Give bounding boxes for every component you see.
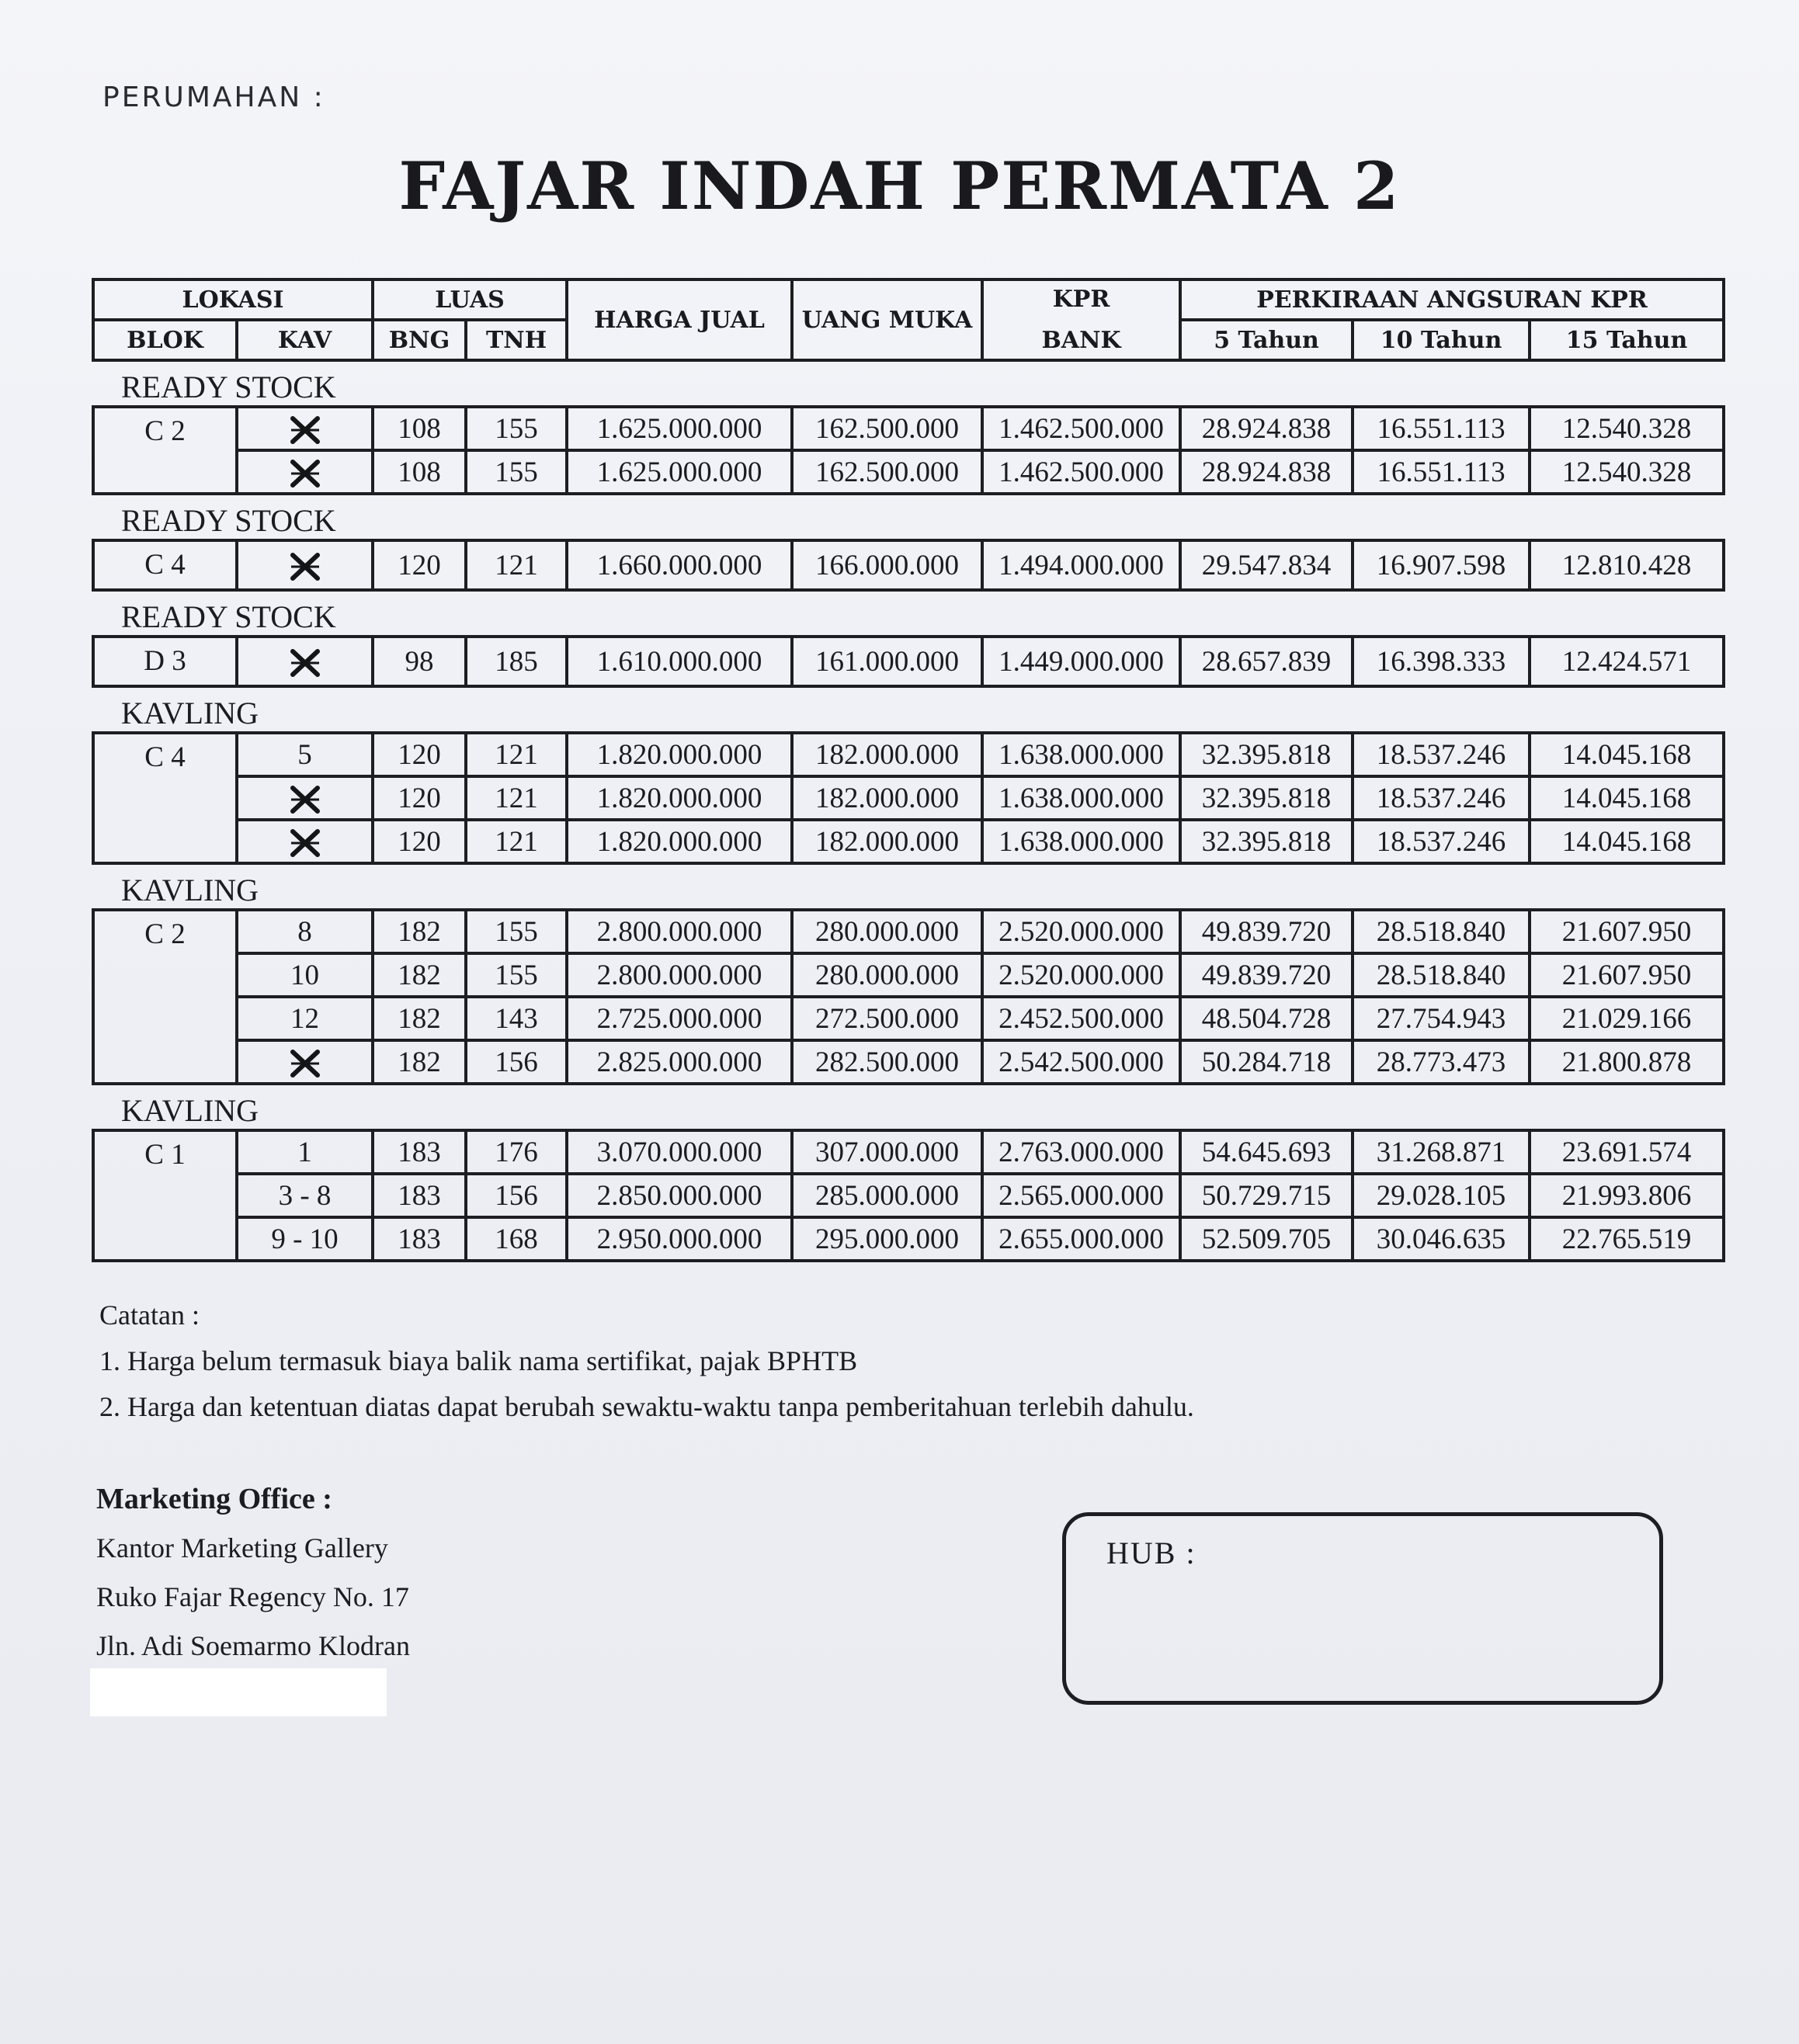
tnh-cell: 185 (466, 637, 567, 686)
bng-cell: 120 (373, 776, 466, 820)
bng-header: BNG (373, 320, 466, 360)
table-row (93, 733, 1724, 776)
table-row (93, 1217, 1724, 1261)
kav-cell (237, 637, 373, 686)
section-row (93, 494, 1724, 540)
table-row (93, 1040, 1724, 1084)
t5-cell: 32.395.818 (1180, 776, 1353, 820)
kpr-cell: 1.449.000.000 (982, 637, 1180, 686)
kpr-cell: 1.462.500.000 (982, 407, 1180, 450)
harga-cell: 1.820.000.000 (567, 776, 792, 820)
harga-cell: 2.850.000.000 (567, 1174, 792, 1217)
t5-cell: 50.284.718 (1180, 1040, 1353, 1084)
luas-header: LUAS (373, 279, 567, 320)
t15-cell: 21.993.806 (1530, 1174, 1724, 1217)
marketing-office-block (96, 1475, 410, 1671)
t15-cell: 21.607.950 (1530, 910, 1724, 953)
t10-cell: 30.046.635 (1353, 1217, 1530, 1261)
bng-cell: 120 (373, 733, 466, 776)
harga-cell: 2.725.000.000 (567, 997, 792, 1040)
uang-muka-cell: 182.000.000 (792, 820, 982, 863)
document-title: FAJAR INDAH PERMATA 2 (398, 147, 1401, 224)
t10-cell: 16.551.113 (1353, 407, 1530, 450)
section-label: KAVLING (121, 1093, 259, 1128)
t15-cell: 14.045.168 (1530, 733, 1724, 776)
tnh-cell: 155 (466, 407, 567, 450)
t15-cell: 14.045.168 (1530, 776, 1724, 820)
tnh-cell: 176 (466, 1130, 567, 1174)
tenor-15-header: 15 Tahun (1530, 320, 1724, 360)
harga-cell: 2.825.000.000 (567, 1040, 792, 1084)
office-line: Ruko Fajar Regency No. 17 (96, 1581, 409, 1612)
notes-block (99, 1293, 1194, 1430)
kav-cell: 1 (237, 1130, 373, 1174)
angsuran-header: PERKIRAAN ANGSURAN KPR (1180, 279, 1724, 320)
t15-cell: 14.045.168 (1530, 820, 1724, 863)
blok-cell: C 4 (93, 733, 237, 863)
kav-cell: 12 (237, 997, 373, 1040)
table-row (93, 450, 1724, 494)
t10-cell: 18.537.246 (1353, 820, 1530, 863)
tnh-header: TNH (466, 320, 567, 360)
redaction-box (90, 1668, 387, 1716)
t15-cell: 21.029.166 (1530, 997, 1724, 1040)
t15-cell: 12.540.328 (1530, 450, 1724, 494)
uang-muka-cell: 162.500.000 (792, 407, 982, 450)
kpr-cell: 1.494.000.000 (982, 540, 1180, 590)
uang-muka-cell: 295.000.000 (792, 1217, 982, 1261)
section-label: KAVLING (121, 873, 259, 907)
tnh-cell: 155 (466, 910, 567, 953)
kpr-cell: 1.638.000.000 (982, 776, 1180, 820)
uang-muka-cell: 182.000.000 (792, 776, 982, 820)
bng-cell: 98 (373, 637, 466, 686)
uang-muka-cell: 272.500.000 (792, 997, 982, 1040)
uang-muka-cell: 307.000.000 (792, 1130, 982, 1174)
hub-contact-box (1062, 1512, 1663, 1705)
uang-muka-cell: 280.000.000 (792, 910, 982, 953)
sold-cross-icon (287, 415, 324, 446)
price-table-body (93, 360, 1724, 1261)
section-label: READY STOCK (121, 503, 336, 538)
kav-cell: 5 (237, 733, 373, 776)
kav-cell: 3 - 8 (237, 1174, 373, 1217)
bng-cell: 182 (373, 910, 466, 953)
t5-cell: 49.839.720 (1180, 953, 1353, 997)
t5-cell: 52.509.705 (1180, 1217, 1353, 1261)
lokasi-header: LOKASI (93, 279, 373, 320)
tnh-cell: 156 (466, 1174, 567, 1217)
t10-cell: 31.268.871 (1353, 1130, 1530, 1174)
table-row (93, 820, 1724, 863)
t5-cell: 28.657.839 (1180, 637, 1353, 686)
t5-cell: 29.547.834 (1180, 540, 1353, 590)
table-row (93, 997, 1724, 1040)
t5-cell: 28.924.838 (1180, 450, 1353, 494)
t15-cell: 22.765.519 (1530, 1217, 1724, 1261)
bng-cell: 183 (373, 1130, 466, 1174)
tnh-cell: 121 (466, 776, 567, 820)
section-row (93, 863, 1724, 910)
bng-cell: 120 (373, 820, 466, 863)
perumahan-label: PERUMAHAN : (102, 82, 325, 113)
kav-cell: 10 (237, 953, 373, 997)
blok-cell: D 3 (93, 637, 237, 686)
bng-cell: 183 (373, 1174, 466, 1217)
t5-cell: 32.395.818 (1180, 733, 1353, 776)
blok-cell: C 2 (93, 910, 237, 1084)
office-line: Jln. Adi Soemarmo Klodran (96, 1630, 410, 1661)
hub-label: HUB : (1106, 1536, 1196, 1570)
tnh-cell: 156 (466, 1040, 567, 1084)
table-row (93, 540, 1724, 590)
sold-cross-icon (287, 1048, 324, 1079)
price-table-header (93, 279, 1724, 360)
table-row (93, 407, 1724, 450)
kav-cell (237, 1040, 373, 1084)
harga-cell: 1.625.000.000 (567, 407, 792, 450)
t15-cell: 12.540.328 (1530, 407, 1724, 450)
uang-muka-cell: 282.500.000 (792, 1040, 982, 1084)
tnh-cell: 155 (466, 450, 567, 494)
bng-cell: 182 (373, 997, 466, 1040)
bng-cell: 183 (373, 1217, 466, 1261)
bng-cell: 182 (373, 1040, 466, 1084)
sold-cross-icon (287, 647, 324, 678)
harga-header: HARGA JUAL (567, 279, 792, 360)
blok-header: BLOK (93, 320, 237, 360)
bank-header-label: BANK (1041, 327, 1121, 354)
t5-cell: 32.395.818 (1180, 820, 1353, 863)
section-label: READY STOCK (121, 370, 336, 404)
table-row (93, 953, 1724, 997)
blok-cell: C 2 (93, 407, 237, 494)
section-row (93, 1084, 1724, 1130)
sold-cross-icon (287, 551, 324, 582)
harga-cell: 2.800.000.000 (567, 910, 792, 953)
table-row (93, 1174, 1724, 1217)
uang-muka-cell: 162.500.000 (792, 450, 982, 494)
table-row (93, 1130, 1724, 1174)
t10-cell: 27.754.943 (1353, 997, 1530, 1040)
notes-heading: Catatan : (99, 1300, 200, 1331)
t5-cell: 54.645.693 (1180, 1130, 1353, 1174)
price-table (92, 278, 1725, 1262)
blok-cell: C 1 (93, 1130, 237, 1261)
kav-header: KAV (237, 320, 373, 360)
tenor-10-header: 10 Tahun (1353, 320, 1530, 360)
t10-cell: 28.518.840 (1353, 953, 1530, 997)
t5-cell: 50.729.715 (1180, 1174, 1353, 1217)
table-row (93, 637, 1724, 686)
blok-cell: C 4 (93, 540, 237, 590)
kpr-cell: 2.520.000.000 (982, 953, 1180, 997)
t15-cell: 12.424.571 (1530, 637, 1724, 686)
kpr-cell: 2.655.000.000 (982, 1217, 1180, 1261)
tnh-cell: 121 (466, 820, 567, 863)
uang-muka-cell: 280.000.000 (792, 953, 982, 997)
tenor-5-header: 5 Tahun (1180, 320, 1353, 360)
kpr-cell: 1.462.500.000 (982, 450, 1180, 494)
note-item: 2. Harga dan ketentuan diatas dapat berubah sewaktu-waktu tanpa pemberitahuan terlebih dahulu. (99, 1391, 1194, 1422)
harga-cell: 2.800.000.000 (567, 953, 792, 997)
t5-cell: 48.504.728 (1180, 997, 1353, 1040)
sold-cross-icon (287, 828, 324, 859)
office-line: Kantor Marketing Gallery (96, 1532, 388, 1563)
t5-cell: 49.839.720 (1180, 910, 1353, 953)
kpr-cell: 1.638.000.000 (982, 733, 1180, 776)
kpr-cell: 2.542.500.000 (982, 1040, 1180, 1084)
office-heading: Marketing Office : (96, 1483, 332, 1515)
table-row (93, 910, 1724, 953)
uang-muka-cell: 182.000.000 (792, 733, 982, 776)
section-row (93, 590, 1724, 637)
kav-cell: 9 - 10 (237, 1217, 373, 1261)
kpr-cell: 2.763.000.000 (982, 1130, 1180, 1174)
section-label: READY STOCK (121, 599, 336, 634)
harga-cell: 2.950.000.000 (567, 1217, 792, 1261)
kav-cell (237, 450, 373, 494)
harga-cell: 1.610.000.000 (567, 637, 792, 686)
uang-muka-header: UANG MUKA (792, 279, 982, 360)
t15-cell: 21.800.878 (1530, 1040, 1724, 1084)
kav-cell (237, 820, 373, 863)
harga-cell: 1.820.000.000 (567, 733, 792, 776)
t10-cell: 29.028.105 (1353, 1174, 1530, 1217)
t10-cell: 18.537.246 (1353, 733, 1530, 776)
harga-cell: 3.070.000.000 (567, 1130, 792, 1174)
kpr-cell: 1.638.000.000 (982, 820, 1180, 863)
t10-cell: 16.551.113 (1353, 450, 1530, 494)
bng-cell: 108 (373, 407, 466, 450)
tnh-cell: 143 (466, 997, 567, 1040)
t10-cell: 28.773.473 (1353, 1040, 1530, 1084)
tnh-cell: 168 (466, 1217, 567, 1261)
tnh-cell: 121 (466, 540, 567, 590)
harga-cell: 1.660.000.000 (567, 540, 792, 590)
t10-cell: 16.907.598 (1353, 540, 1530, 590)
uang-muka-cell: 285.000.000 (792, 1174, 982, 1217)
uang-muka-cell: 161.000.000 (792, 637, 982, 686)
note-item: 1. Harga belum termasuk biaya balik nama sertifikat, pajak BPHTB (99, 1345, 858, 1376)
t15-cell: 12.810.428 (1530, 540, 1724, 590)
kpr-cell: 2.452.500.000 (982, 997, 1180, 1040)
section-row (93, 686, 1724, 733)
kpr-cell: 2.565.000.000 (982, 1174, 1180, 1217)
tnh-cell: 121 (466, 733, 567, 776)
t15-cell: 21.607.950 (1530, 953, 1724, 997)
kpr-header-label: KPR (1052, 286, 1110, 313)
kpr-bank-header (982, 279, 1180, 360)
t10-cell: 16.398.333 (1353, 637, 1530, 686)
sold-cross-icon (287, 458, 324, 489)
sold-cross-icon (287, 784, 324, 815)
t15-cell: 23.691.574 (1530, 1130, 1724, 1174)
section-row (93, 360, 1724, 407)
bng-cell: 108 (373, 450, 466, 494)
t10-cell: 28.518.840 (1353, 910, 1530, 953)
kav-cell (237, 776, 373, 820)
table-row (93, 776, 1724, 820)
harga-cell: 1.820.000.000 (567, 820, 792, 863)
bng-cell: 182 (373, 953, 466, 997)
kav-cell (237, 540, 373, 590)
tnh-cell: 155 (466, 953, 567, 997)
section-label: KAVLING (121, 696, 259, 730)
uang-muka-cell: 166.000.000 (792, 540, 982, 590)
harga-cell: 1.625.000.000 (567, 450, 792, 494)
kav-cell (237, 407, 373, 450)
kpr-cell: 2.520.000.000 (982, 910, 1180, 953)
kav-cell: 8 (237, 910, 373, 953)
t5-cell: 28.924.838 (1180, 407, 1353, 450)
bng-cell: 120 (373, 540, 466, 590)
t10-cell: 18.537.246 (1353, 776, 1530, 820)
